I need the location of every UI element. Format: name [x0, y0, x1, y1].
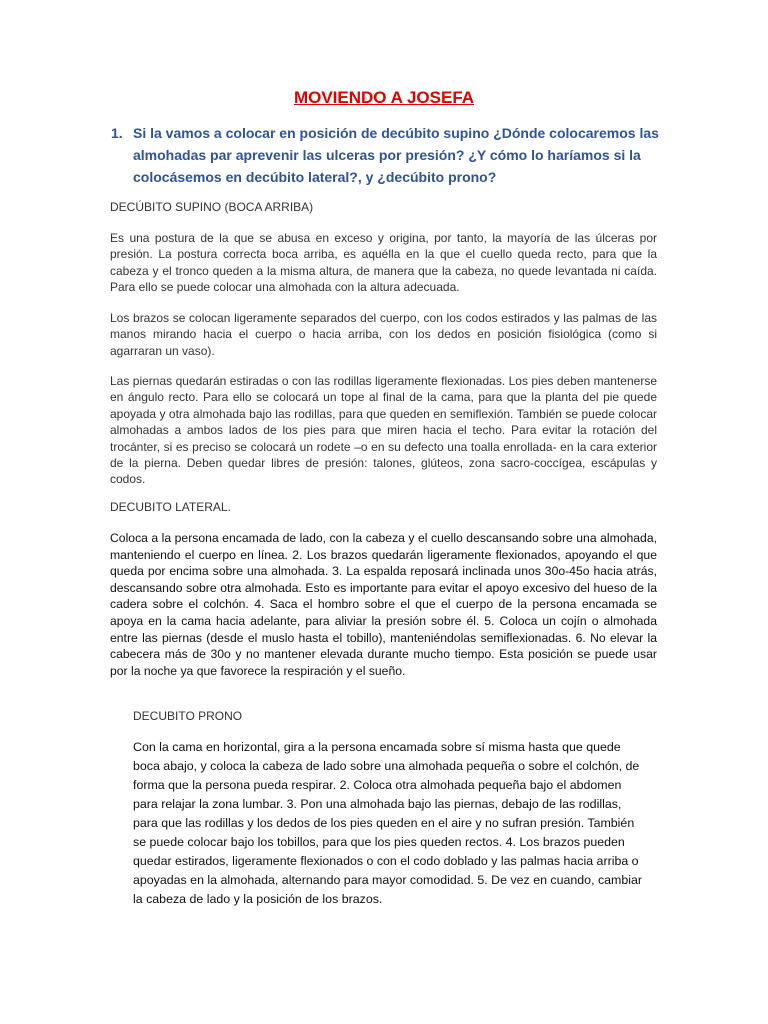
supino-paragraph-2: Los brazos se colocan ligeramente separados del cuerpo, con los codos estirados y las palmas de las manos mirando hacia el cuerpo o hacia arriba, con los dedos en posición fisiológica (como si agarraran un vaso).: [110, 311, 657, 358]
prono-paragraph: Con la cama en horizontal, gira a la persona encamada sobre sí misma hasta que quede boca abajo, y coloca la cabeza de lado sobre una almohada pequeña o sobre el colchón, de forma que la persona pueda respirar. 2. Coloca otra almohada pequeña bajo el abdomen para relajar la zona lumbar. 3. Pon una almohada bajo las piernas, debajo de las rodillas, para que las rodillas y los dedos de los pies queden en el aire y no sufran presión. También se puede colocar bajo los tobillos, para que los pies queden rectos. 4. Los brazos pueden quedar estirados, ligeramente flexionados o con el codo doblado y las palmas hacia arriba o apoyadas en la almohada, alternando para mayor comodidad. 5. De vez en cuando, cambiar la cabeza de lado y la posición de los brazos.: [133, 740, 643, 906]
document-title: MOVIENDO A JOSEFA: [293, 88, 475, 107]
supino-heading: DECÚBITO SUPINO (BOCA ARRIBA): [110, 200, 314, 214]
question-number: 1.: [111, 125, 123, 141]
question-1: [111, 122, 663, 188]
lateral-heading: DECUBITO LATERAL.: [110, 500, 231, 514]
prono-heading: DECUBITO PRONO: [133, 709, 243, 723]
supino-paragraph-1: Es una postura de la que se abusa en exceso y origina, por tanto, la mayoría de las úlceras por presión. La postura correcta boca arriba, es aquélla en la que el cuello queda recto, para que la cabeza y el tronco queden a la misma altura, de manera que la cabeza, no quede levantada ni caída. Para ello se puede colocar una almohada con la altura adecuada.: [110, 231, 657, 295]
supino-paragraph-3: Las piernas quedarán estiradas o con las rodillas ligeramente flexionadas. Los pies deben mantenerse en ángulo recto. Para ello se colocará un tope al final de la cama, para que la planta del pie quede apoyada y otra almohada bajo las rodillas, para que queden en semiflexión. También se puede colocar almohadas a ambos lados de los pies para que miren hacia el techo. Para evitar la rotación del trocánter, si es preciso se colocará un rodete –o en su defecto una toalla enrollada- en la cara exterior de la pierna. Deben quedar libres de presión: talones, glúteos, zona sacro-coccígea, escápulas y codos.: [110, 374, 657, 487]
lateral-paragraph: Coloca a la persona encamada de lado, con la cabeza y el cuello descansando sobre una almohada, manteniendo el cuerpo en línea. 2. Los brazos quedarán ligeramente flexionados, apoyando el que queda por encima sobre una almohada. 3. La espalda reposará inclinada unos 30o-45o hacia atrás, descansando sobre otra almohada. Esto es importante para evitar el apoyo excesivo del hueso de la cadera sobre el colchón. 4. Saca el hombro sobre el que el cuerpo de la persona encamada se apoya en la cama hacia adelante, para aliviar la presión sobre él. 5. Coloca un cojín o almohada entre las piernas (desde el muslo hasta el tobillo), manteniéndolas semiflexionadas. 6. No elevar la cabecera más de 30o y no mantener elevada durante mucho tiempo. Esta posición se puede usar por la noche ya que favorece la respiración y el sueño.: [110, 531, 657, 678]
question-text: Si la vamos a colocar en posición de decúbito supino ¿Dónde colocaremos las almohadas par aprevenir las ulceras por presión? ¿Y cómo lo haríamos si la colocásemos en decúbito lateral?, y ¿decúbito prono?: [133, 125, 659, 185]
